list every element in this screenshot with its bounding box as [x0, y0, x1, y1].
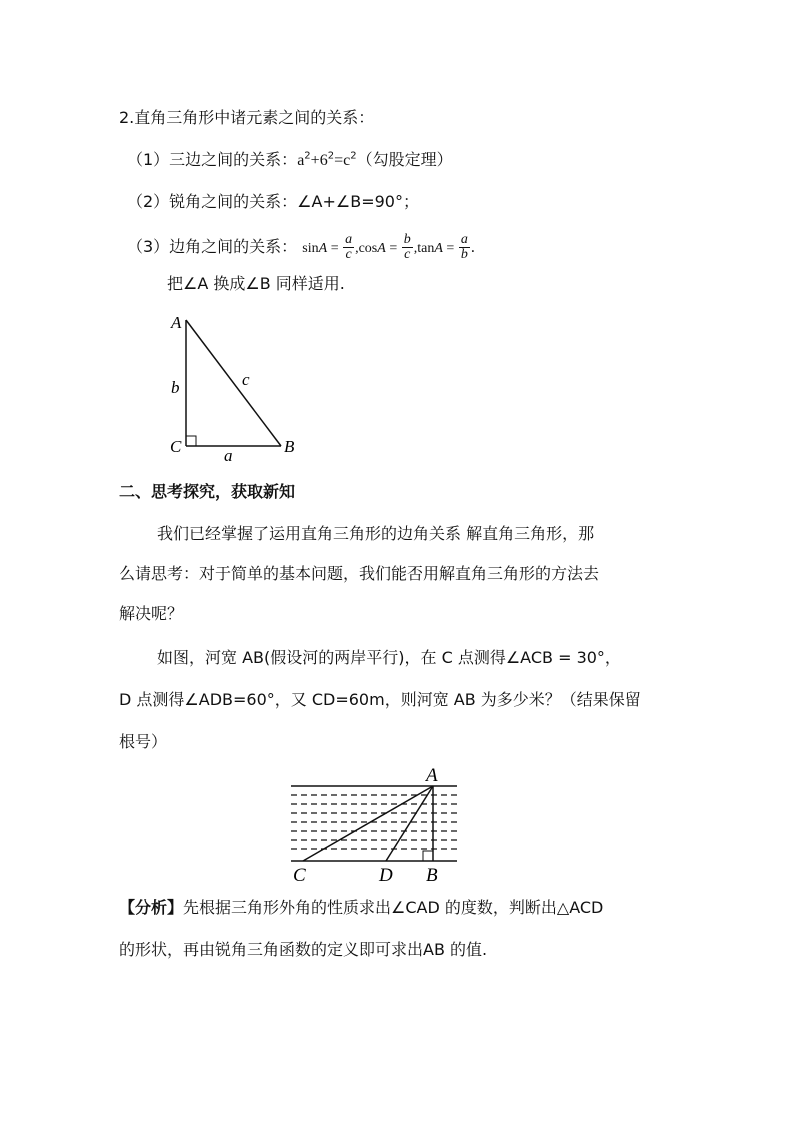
section-heading-2: 二、思考探究，获取新知 [119, 482, 296, 501]
side-a-label: a [224, 446, 233, 465]
analysis-text: 先根据三角形外角的性质求出∠CAD 的度数，判断出△ACD [183, 898, 604, 917]
formula-b: 6 [319, 152, 328, 169]
formula-eq: =c [334, 152, 351, 169]
tan-den: b [460, 247, 468, 262]
side-c [186, 320, 281, 446]
side-b-label: b [171, 378, 180, 397]
paragraph-line: 么请思考：对于简单的基本问题，我们能否用解直角三角形的方法去 [119, 564, 600, 583]
analysis-line [119, 898, 603, 918]
sin-den: c [345, 247, 352, 262]
analysis-tag: 【分析】 [119, 898, 184, 917]
point-d-label: D [379, 865, 393, 886]
cos-prefix: ,cos [355, 241, 378, 256]
segment-ad [386, 786, 433, 861]
exp-3: 2 [350, 150, 357, 162]
analysis-line-2: 的形状，再由锐角三角函数的定义即可求出AB 的值. [119, 940, 488, 959]
right-angle-mark [186, 436, 196, 446]
paragraph-line: D 点测得∠ADB=60°，又 CD=60m，则河宽 AB 为多少米？（结果保留 [119, 690, 641, 709]
substitution-note: 把∠A 换成∠B 同样适用. [167, 274, 345, 293]
relation-sides [127, 150, 453, 171]
vertex-a-label: A [171, 313, 182, 332]
relation-label: （1）三边之间的关系： [127, 150, 298, 169]
angle-a: A [434, 241, 443, 256]
relation-angles: （2）锐角之间的关系：∠A+∠B=90°； [127, 192, 419, 211]
vertex-b-label: B [284, 437, 295, 456]
formula-a: a [297, 152, 305, 169]
eq-sign: = [442, 241, 458, 256]
river-figure [285, 762, 465, 887]
section-heading: 2.直角三角形中诸元素之间的关系： [119, 108, 375, 127]
point-b-label: B [426, 865, 438, 886]
cos-num: b [403, 232, 411, 247]
cos-den: c [404, 247, 411, 262]
vertex-c-label: C [170, 437, 182, 456]
point-c-label: C [293, 865, 306, 886]
tan-fraction [459, 233, 470, 262]
paragraph-line: 如图，河宽 AB(假设河的两岸平行)，在 C 点测得∠ACB = 30°， [157, 648, 621, 667]
river-water-lines [291, 795, 457, 849]
paragraph-line: 根号） [119, 732, 168, 751]
eq-sign: = [327, 241, 343, 256]
point-a-label: A [426, 765, 438, 786]
side-c-label: c [242, 370, 250, 389]
sin-fraction [343, 233, 354, 262]
sin-num: a [345, 232, 353, 247]
pythagoras-note: （勾股定理） [356, 150, 453, 169]
eq-sign: = [385, 241, 401, 256]
right-angle-mark [423, 851, 433, 861]
sin-prefix: sin [302, 241, 319, 256]
exp-2: 2 [327, 150, 335, 162]
relation-side-angle [127, 232, 475, 264]
cos-fraction [402, 233, 413, 262]
right-triangle-figure [160, 305, 310, 470]
exp-1: 2 [304, 150, 311, 162]
paragraph-line: 我们已经掌握了运用直角三角形的边角关系 解直角三角形，那 [157, 524, 595, 543]
paragraph-line: 解决呢？ [119, 604, 184, 623]
angle-a: A [377, 241, 386, 256]
period: . [470, 239, 475, 256]
tan-num: a [460, 232, 468, 247]
segment-ac [303, 786, 433, 861]
angle-a: A [318, 241, 328, 256]
formula-plus: + [310, 152, 320, 169]
tan-prefix: ,tan [413, 241, 435, 256]
relation-label: （3）边角之间的关系： [127, 237, 298, 256]
